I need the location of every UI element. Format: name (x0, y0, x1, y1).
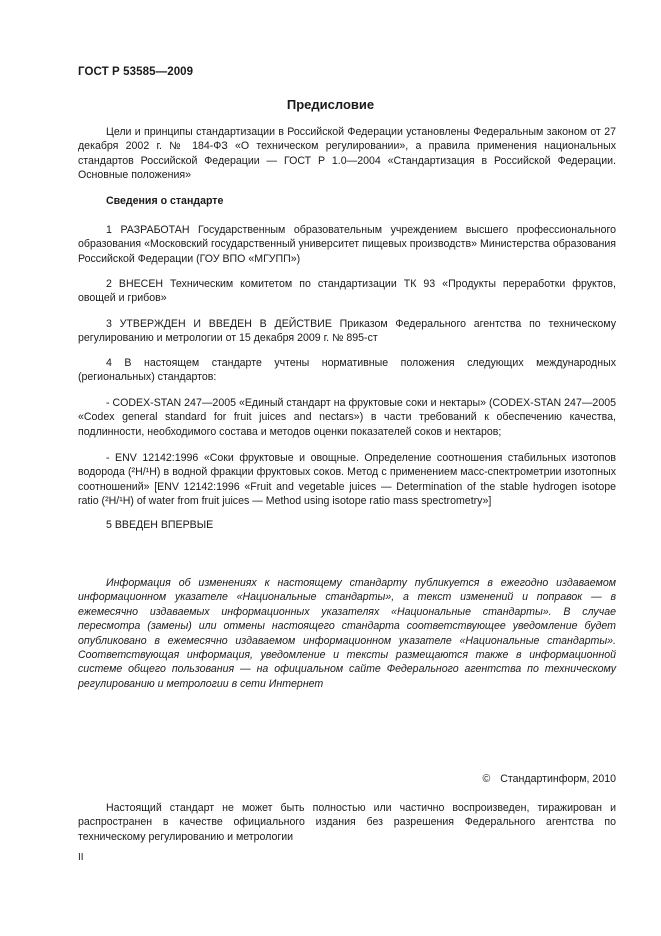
reproduction-notice: Настоящий стандарт не может быть полностью или частично воспроизведен, тиражирован и распространен в качестве официального издания без разрешения Федерального агентства по техническому регулированию и метрологии (78, 802, 616, 843)
item-4-sub-codex: - CODEX-STAN 247—2005 «Единый стандарт на фруктовые соки и нектары» (CODEX-STAN 247—2005 «Codex general standard for fruit juices and nectars») в части требований к обеспечению качества, подлинности, необходимого состава и методов оценки показателей соков и нектаров; (78, 397, 616, 438)
item-1-developed: 1 РАЗРАБОТАН Государственным образовательным учреждением высшего профессионального образования «Московский государственный университет пищевых производств» Министерства образования Российской Федерации (ГОУ ВПО «МГУПП») (78, 224, 616, 265)
page-number: II (78, 852, 84, 863)
item-5-first-introduced: 5 ВВЕДЕН ВПЕРВЫЕ (106, 519, 214, 531)
item-4-sub-env: - ENV 12142:1996 «Соки фруктовые и овощные. Определение соотношения стабильных изотопов водорода (²H/¹H) в водной фракции фруктовых соков. Метод с применением масс-спектрометрии изотопных соотношений» [ENV 12142:1996 «Fruit and vegetable juices — Determination of the stable hydrogen isotope ratio (²H/¹H) of water from fruit juices — Method using isotope ratio mass spectrometry»] (78, 452, 616, 508)
item-4-intro: 4 В настоящем стандарте учтены нормативные положения следующих международных (региональных) стандартов: (78, 357, 616, 384)
item-2-submitted: 2 ВНЕСЕН Техническим комитетом по стандартизации ТК 93 «Продукты переработки фруктов, овощей и грибов» (78, 278, 616, 305)
document-id-header: ГОСТ Р 53585—2009 (78, 66, 194, 78)
info-notice: Информация об изменениях к настоящему стандарту публикуется в ежегодно издаваемом информационном указателе «Национальные стандарты», а текст изменений и поправок — в ежемесячно издаваемых информационных указателях «Национальные стандарты». В случае пересмотра (замены) или отмены настоящего стандарта соответствующее уведомление будет опубликовано в ежемесячно издаваемом информационном указателе «Национальные стандарты». Соответствующая информация, уведомление и тексты размещаются также в информационной системе общего пользования — на официальном сайте Федерального агентства по техническому регулированию и метрологии в сети Интернет (78, 577, 616, 690)
section-heading: Сведения о стандарте (106, 195, 224, 207)
item-3-approved: 3 УТВЕРЖДЕН И ВВЕДЕН В ДЕЙСТВИЕ Приказом Федерального агентства по техническому регулированию и метрологии от 15 декабря 2009 г. № 895-ст (78, 318, 616, 345)
copyright-symbol: © (482, 773, 491, 785)
copyright-line (482, 773, 616, 785)
page-title: Предисловие (286, 97, 375, 112)
copyright-text: Стандартинформ, 2010 (500, 773, 616, 785)
intro-paragraph: Цели и принципы стандартизации в Российской Федерации установлены Федеральным законом от 27 декабря 2002 г. № 184-ФЗ «О техническом регулировании», а правила применения национальных стандартов Российской Федерации — ГОСТ Р 1.0—2004 «Стандартизация в Российской Федерации. Основные положения» (78, 126, 616, 182)
